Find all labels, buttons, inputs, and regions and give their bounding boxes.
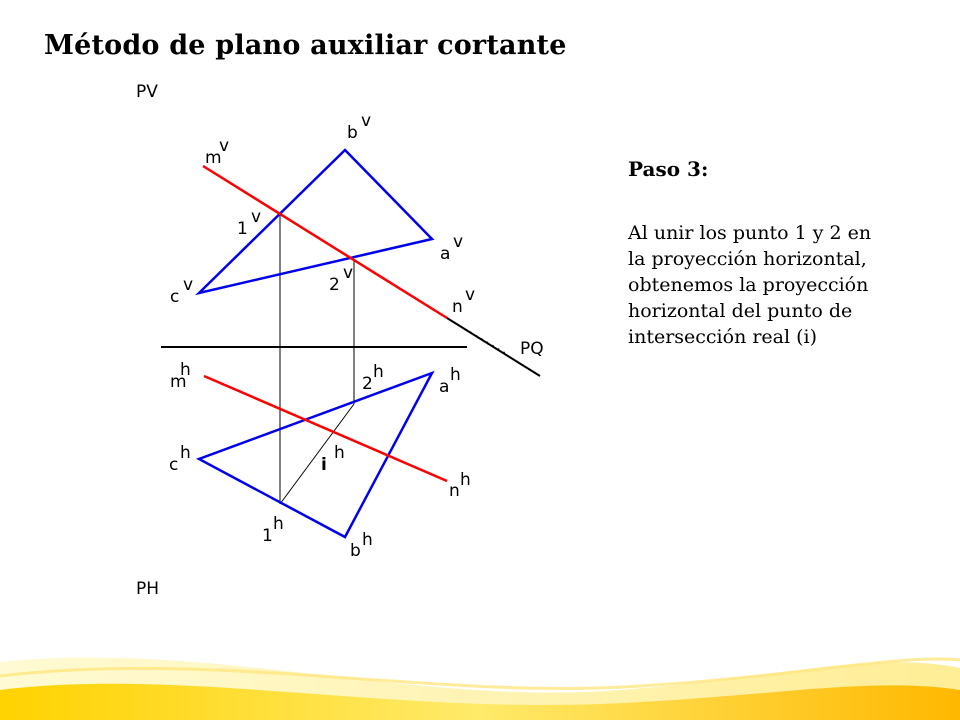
cutting-line-vertical	[203, 166, 447, 318]
label-1v: 1v	[237, 207, 262, 239]
step-line: obtenemos la proyección	[628, 274, 869, 296]
label-pv: PV	[136, 82, 158, 102]
label-nh: nh	[449, 470, 471, 501]
label-bh: bh	[350, 530, 373, 561]
step-line: intersección real (i)	[628, 326, 818, 348]
triangle-horizontal-projection	[199, 373, 432, 537]
slide-title: Método de plano auxiliar cortante	[44, 30, 567, 61]
label-mh: mh	[170, 360, 191, 392]
step-line: Al unir los punto 1 y 2 en	[628, 222, 872, 244]
label-2v: 2v	[329, 263, 354, 295]
step-line: horizontal del punto de	[628, 300, 853, 322]
label-ch: ch	[169, 443, 191, 475]
label-nv: nv	[452, 285, 476, 317]
triangle-vertical-projection	[199, 150, 432, 293]
label-cv: cv	[170, 275, 194, 307]
label-ih: ih	[321, 443, 345, 475]
label-1h: 1h	[262, 514, 284, 546]
label-mv: mv	[205, 136, 230, 168]
label-2h: 2h	[362, 362, 384, 394]
label-ph: PH	[136, 579, 160, 599]
label-pq: PQ	[520, 339, 544, 359]
label-ah: ah	[439, 365, 461, 397]
label-av: av	[440, 232, 464, 264]
label-bv: bv	[347, 111, 372, 143]
step-title: Paso 3:	[628, 157, 709, 181]
step-line: la proyección horizontal,	[628, 248, 867, 270]
